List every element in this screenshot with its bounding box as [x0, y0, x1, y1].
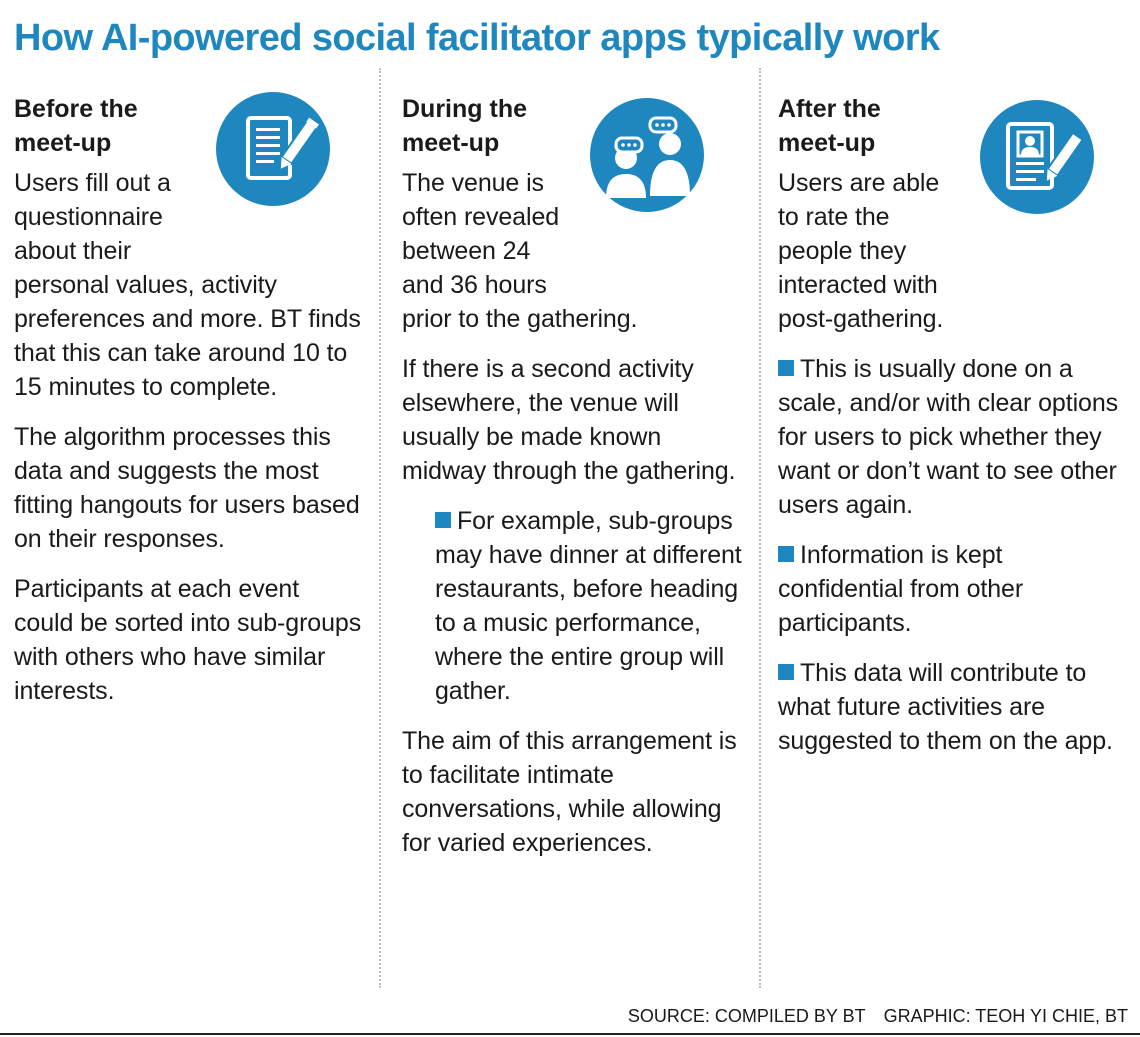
bullet-item: This is usually done on a scale, and/or with clear options for users to pick whether they want or don’t want to see other users again. [778, 355, 1119, 519]
paragraph: Users fill out a questionnaire about their personal values, activity preferences and more. BT finds that this can take around 10 to 15 minutes to complete. [14, 169, 361, 401]
bullet-square-icon [778, 360, 794, 376]
bullet-square-icon [778, 664, 794, 680]
column-during-meetup [402, 92, 747, 876]
column-heading: After the meet-up [778, 95, 881, 157]
paragraph: The algorithm processes this data and suggests the most fitting hangouts for users based on their responses. [14, 423, 360, 553]
column-divider [759, 68, 761, 988]
column-heading: Before the meet-up [14, 95, 138, 157]
paragraph: Users are able to rate the people they interacted with post-gathering. [778, 169, 944, 333]
column-heading: During the meet-up [402, 95, 527, 157]
page-title: How AI-powered social facilitator apps typically work [14, 17, 940, 59]
paragraph: The aim of this arrangement is to facilitate intimate conversations, while allowing for varied experiences. [402, 727, 737, 857]
paragraph: Participants at each event could be sorted into sub-groups with others who have similar interests. [14, 575, 362, 705]
bullet-item: For example, sub-groups may have dinner at different restaurants, before heading to a music performance, where the entire group will gather. [435, 507, 742, 705]
footer-rule [0, 1033, 1140, 1035]
bullet-square-icon [778, 546, 794, 562]
bullet-square-icon [435, 512, 451, 528]
bullet-item: Information is kept confidential from other participants. [778, 541, 1024, 637]
graphic-credit: GRAPHIC: TEOH YI CHIE, BT [883, 1006, 1128, 1026]
column-after-meetup [778, 92, 1128, 774]
column-divider [379, 68, 381, 988]
column-before-meetup [14, 92, 364, 724]
bullet-item: This data will contribute to what future activities are suggested to them on the app. [778, 659, 1113, 755]
source-credit: SOURCE: COMPILED BY BT [627, 1006, 866, 1026]
paragraph: The venue is often revealed between 24 and 36 hours prior to the gathering. [402, 169, 638, 333]
footer-credits [628, 1004, 1128, 1028]
paragraph: If there is a second activity elsewhere, the venue will usually be made known midway through the gathering. [402, 355, 736, 485]
